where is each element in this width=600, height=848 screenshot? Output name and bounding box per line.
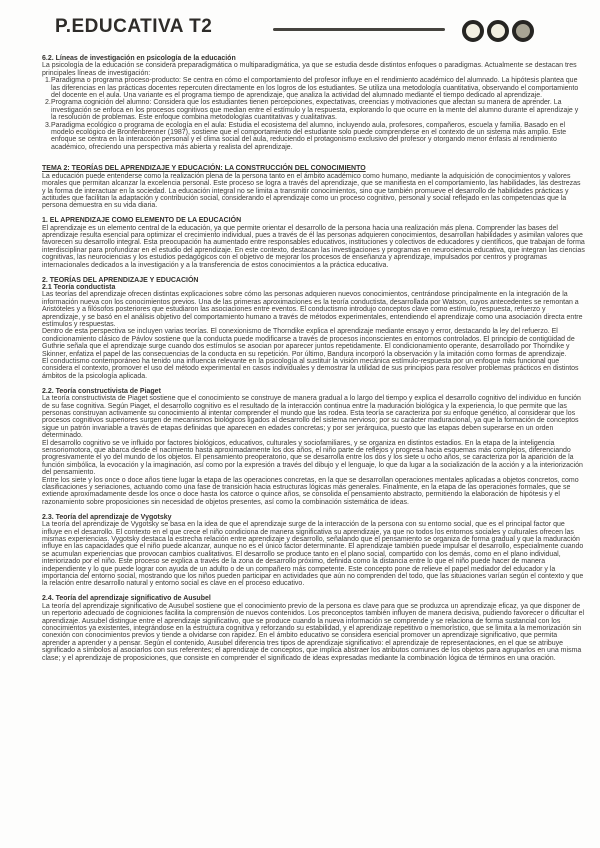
header-divider-line <box>273 28 445 31</box>
list-item <box>42 99 585 121</box>
section-2-4-heading: 2.4. Teoría del aprendizaje significativo de Ausubel <box>42 595 211 603</box>
dot-icon-1 <box>462 20 484 42</box>
section-2-3-paragraph-1: La teoría del aprendizaje de Vygotsky se basa en la idea de que el aprendizaje surge de la interacción de la persona con su entorno social, que es el principal factor que influye en el desarrollo. El contexto en el que crece el niño condiciona de manera significativa su aprendizaje, ya que no todos los entornos sociales y culturales ofrecen las mismas experiencias. Vygotsky destaca la estrecha relación entre aprendizaje y desarrollo, señalando que el pensamiento se organiza de forma gradual y que la maduración influye en las capacidades que el niño puede alcanzar, aunque no es el único factor determinante. El aprendizaje también puede impulsar el desarrollo, especialmente cuando se acumulan experiencias que provocan cambios cualitativos. El desarrollo se produce tanto en el plano social, compartido con los demás, como en el plano individual, interiorizado por el niño. Este proceso se explica a través de la zona de desarrollo próximo, definida como la distancia entre lo que el niño puede hacer de manera independiente y lo que puede lograr con ayuda de un adulto o de un compañero más competente. Este concepto pone de relieve el papel mediador del educador y la importancia del entorno social, mostrando que los niños pueden participar en actividades que aún no comprenden del todo, que las situaciones varían según el contexto y que la relación entre desarrollo natural y entorno social es clave en el proceso educativo. <box>42 521 584 588</box>
page-header <box>0 0 600 55</box>
section-2-1-paragraph-1: Las teorías del aprendizaje ofrecen distintas explicaciones sobre cómo las personas adquieren nuevos conocimientos, centrándose principalmente en la integración de la información nueva con los conocimientos previos. Una de las primeras aproximaciones es la teoría conductista, desarrollada por Watson, cuyos antecedentes se remontan a Aristóteles y a filósofos posteriores que estudiaron las asociaciones entre eventos. El conductismo introdujo conceptos clave como estímulo, respuesta, refuerzo y aprendizaje, y se basó en el análisis objetivo del comportamiento humano a través de métodos experimentales, entendiendo el aprendizaje como una asociación directa entre estímulos y respuestas. <box>42 291 583 328</box>
tema2-heading: TEMA 2: TEORÍAS DEL APRENDIZAJE Y EDUCACIÓN: LA CONSTRUCCIÓN DEL CONOCIMIENTO <box>42 165 366 173</box>
section-1 <box>42 217 585 269</box>
section-1-paragraph: El aprendizaje es un elemento central de la educación, ya que permite orientar el desarrollo de la persona hacia una realización más plena. Comprender las bases del aprendizaje resulta esencial para optimizar el crecimiento individual, pues a través de él las personas adquieren conocimientos, desarrollan habilidades y asimilan valores que favorecen su desarrollo integral. Esta preocupación ha aumentado entre responsables educativos, instituciones y colectivos de educadores y científicos, que trabajan de forma interdisciplinar para profundizar en el estudio del aprendizaje. En este contexto, destacan las investigaciones y programas en neurociencia educativa, que integran las ciencias cognitivas, las neurociencias y los estudios pedagógicos con el objetivo de mejorar los procesos de enseñanza y aprendizaje, impulsados por centros y programas internacionales dedicados a la investigación y a la transferencia de estos conocimientos a la práctica educativa. <box>42 224 585 269</box>
section-2-2-paragraph-3: Entre los siete y los once o doce años tiene lugar la etapa de las operaciones concretas, en la que se desarrollan operaciones mentales aplicadas a objetos concretos, como clasificaciones y seriaciones, actuando como una fase de transición hacia estructuras lógicas más generales. Finalmente, en la etapa de las operaciones formales, que se extiende aproximadamente desde los once o doce hasta los catorce o quince años, se consolida el pensamiento abstracto, permitiendo la elaboración de hipótesis y el razonamiento sobre proposiciones sin necesidad de objetos presentes, así como la combinación sistemática de ideas. <box>42 476 579 506</box>
section-2-2 <box>42 388 585 507</box>
section-6-2 <box>42 55 585 151</box>
list-item-number: 3. <box>45 121 51 129</box>
section-2-1-heading: 2.1 Teoría conductista <box>42 283 116 291</box>
section-2-2-heading: 2.2. Teoría constructivista de Piaget <box>42 387 161 395</box>
list-item-text: Paradigma o programa proceso-producto: Se centra en cómo el comportamiento del profesor influye en el rendimiento académico del alumnado. La hipótesis plantea que las diferencias en las prácticas docentes repercuten directamente en los logros de los estudiantes. Se utiliza una metodología cuantitativa, observando el comportamiento del docente en el aula. Una variante es el programa tiempo de aprendizaje, que analiza la actividad del alumnado mediante el tiempo dedicado al aprendizaje. <box>51 77 579 100</box>
section-2-1-paragraph-2: Dentro de esta perspectiva se incluyen varias teorías. El conexionismo de Thorndike explica el aprendizaje mediante ensayo y error, destacando la ley del refuerzo. El condicionamiento clásico de Pávlov sostiene que la conducta puede modificarse a través de procesos inconscientes en entornos controlados. El principio de contigüidad de Guthrie señala que el aprendizaje surge cuando dos estímulos se asocian por aparecer juntos repetidamente. El condicionamiento operante, desarrollado por Thorndike y Skinner, enfatiza el papel de las consecuencias de la conducta en su repetición. Por último, Bandura incorporó la observación y la imitación como formas de aprendizaje. <box>42 328 575 358</box>
section-1-heading: 1. EL APRENDIZAJE COMO ELEMENTO DE LA EDUCACIÓN <box>42 217 242 225</box>
section-6-2-intro: La psicología de la educación se considera preparadigmática o multiparadigmática, ya que se estudia desde distintos enfoques o paradigmas. Actualmente se destacan tres principales líneas de investigación: <box>42 62 577 77</box>
section-2-2-paragraph-1: La teoría constructivista de Piaget sostiene que el conocimiento se construye de manera gradual a lo largo del tiempo y explica el desarrollo cognitivo del individuo en función de su fase cognitiva. Según Piaget, el desarrollo cognitivo es el resultado de la interacción continua entre la maduración biológica y la experiencia, lo que permite que las personas construyan activamente su conocimiento al intentar comprender el mundo que las rodea. Esta teoría se caracteriza por su enfoque genético, al considerar que los procesos cognitivos superiores surgen de mecanismos biológicos ligados al desarrollo del sistema nervioso; por su carácter maduracional, ya que la formación de conceptos sigue un patrón invariable a través de etapas definidas que aparecen en edades concretas; y por ser jerárquica, puesto que las etapas deben superarse en un orden determinado. <box>42 395 581 440</box>
research-lines-list <box>42 77 585 151</box>
section-tema2 <box>42 165 585 209</box>
decorative-dots <box>462 20 534 42</box>
list-item-number: 1. <box>45 77 51 85</box>
section-2-4 <box>42 595 585 662</box>
section-2 <box>42 277 585 381</box>
section-2-4-paragraph-1: La teoría del aprendizaje significativo de Ausubel sostiene que el conocimiento previo de la persona es clave para que se produzca un aprendizaje eficaz, ya que disponer de un repertorio adecuado de cogniciones facilita la comprensión de nuevos contenidos. Los preconceptos también influyen de manera decisiva, pudiendo favorecer o dificultar el aprendizaje. Ausubel distingue entre el aprendizaje significativo, que se produce cuando la nueva información se comprende y se relaciona de forma sustancial con los conocimientos ya existentes, integrándose en la estructura cognitiva y reforzando su estabilidad, y el aprendizaje repetitivo o memorístico, que se limita a la memorización sin conexión con conocimientos previos y tiende a olvidarse con rapidez. En el ámbito educativo se considera esencial promover un aprendizaje significativo, que permita aprender a aprender y a pensar. Según el contenido, Ausubel diferencia tres tipos de aprendizaje significativo: el aprendizaje de representaciones, en el que se atribuye significado a símbolos al asociarlos con sus referentes; el aprendizaje de conceptos, que implica abstraer los atributos comunes de los objetos para agruparlos en una misma clase; y el aprendizaje de proposiciones, que consiste en comprender el significado de ideas expresadas mediante la combinación lógica de términos en una oración. <box>42 602 585 662</box>
list-item-text: Programa cognición del alumno: Considera que los estudiantes tienen percepciones, expectativas, creencias y motivaciones que afectan su manera de aprender. La investigación se enfoca en los procesos cognitivos que median entre el estímulo y la respuesta, explorando lo que ocurre en la mente del alumno durante el aprendizaje y la resolución de problemas. Este enfoque combina metodologías cuantitativas y cualitativas. <box>51 99 579 122</box>
list-item <box>42 122 585 152</box>
tema2-paragraph: La educación puede entenderse como la realización plena de la persona tanto en el ámbito académico como humano, mediante la adquisición de conocimientos y valores morales que permitan alcanzar la excelencia personal. Este proceso se logra a través del aprendizaje, que se manifiesta en el comportamiento, las habilidades, las destrezas y la forma de interactuar en la sociedad. La educación integral no se limita a transmitir conocimientos, sino que también promueve el desarrollo de habilidades prácticas y actitudes que facilitan la adaptación y contribución social, considerando el aprendizaje como un proceso cognitivo, personal y social reflejado en las competencias que la persona demuestra en su vida diaria. <box>42 172 581 210</box>
page-title: P.EDUCATIVA T2 <box>55 16 213 37</box>
list-item-number: 2. <box>45 99 51 107</box>
list-item <box>42 77 585 99</box>
section-6-2-heading: 6.2. Líneas de investigación en psicología de la educación <box>42 55 236 62</box>
section-2-1-paragraph-3: El conductismo contemporáneo ha tenido una influencia relevante en la psicología al sustituir la visión mecánica estímulo-respuesta por un enfoque más funcional que considera el contexto, promover el uso del método experimental en casos individuales y demostrar la utilidad de sus principios para resolver problemas prácticos en distintos ámbitos de la psicología aplicada. <box>42 358 579 380</box>
section-2-3-heading: 2.3. Teoría del aprendizaje de Vygotsky <box>42 513 172 521</box>
section-2-2-paragraph-2: El desarrollo cognitivo se ve influido por factores biológicos, educativos, culturales y sociofamiliares, y se organiza en distintos estadios. En la etapa de la inteligencia sensoriomotora, que abarca desde el nacimiento hasta aproximadamente los dos años, el niño parte de reflejos y progresa hacia esquemas más complejos, diferenciando progresivamente el yo del mundo de los objetos. El pensamiento preoperatorio, que se desarrolla entre los dos y los siete u ocho años, se caracteriza por la aparición de la función simbólica, la evocación y la imaginación, así como por la expresión a través del dibujo y el lenguaje, lo que da lugar a la socialización de la acción y a la interiorización del pensamiento. <box>42 439 583 477</box>
list-item-text: Paradigma ecológico o programa de ecología en el aula: Estudia el ecosistema del alumno, incluyendo aula, profesores, compañeros, escuela y familia. Basado en el modelo ecológico de Bronfenbrenner (1987), sostiene que el comportamiento del estudiante solo puede comprenderse en el contexto de un sistema más amplio. Este enfoque se centra en la interacción personal y el clima social del aula, reduciendo el protagonismo exclusivo del profesor y otorgando menor énfasis al rendimiento académico, ofreciendo una perspectiva más abierta y realista del aprendizaje. <box>51 121 567 151</box>
document-body <box>42 55 585 662</box>
dot-icon-3 <box>512 20 534 42</box>
dot-icon-2 <box>487 20 509 42</box>
section-2-3 <box>42 514 585 588</box>
section-2-heading: 2. TEORÍAS DEL APRENDIZAJE Y EDUCACIÓN <box>42 276 199 284</box>
